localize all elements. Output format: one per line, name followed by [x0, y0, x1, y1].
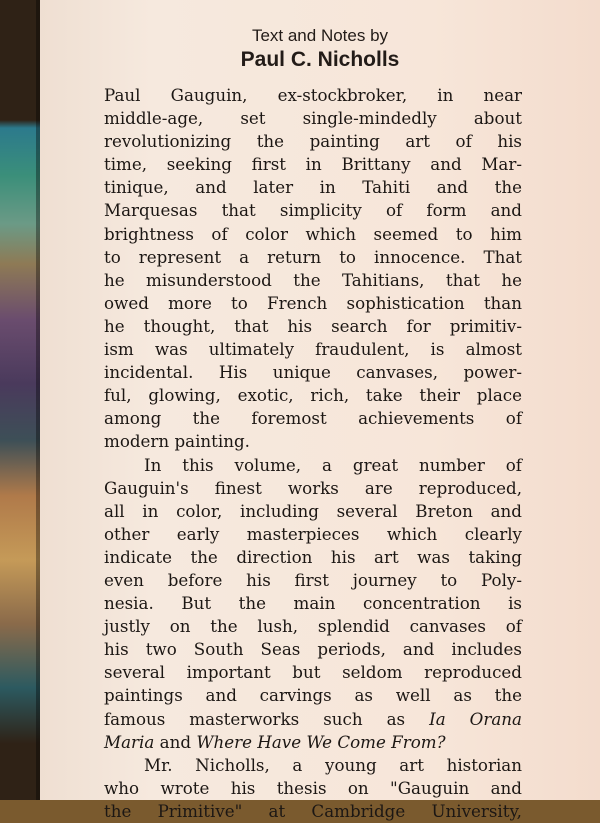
text-line-with-title [104, 731, 522, 754]
text-line: owed more to French sophistication than [104, 292, 522, 313]
text-line: brightness of color which seemed to him [104, 223, 522, 244]
text-line: nesia. But the main concentration is [104, 593, 522, 614]
text-line: Mr. Nicholls, a young art historian [144, 754, 522, 775]
text-line: to represent a return to innocence. That [104, 246, 522, 267]
text-line: even before his first journey to Poly- [104, 569, 522, 590]
text-line: the Primitive" at Cambridge University, [104, 800, 522, 821]
text-line: revolutionizing the painting art of his [104, 131, 522, 152]
text-line: indicate the direction his art was taking [104, 546, 522, 567]
artwork-title: Ia Orana [429, 708, 522, 729]
book-page [40, 0, 600, 821]
credit-subtitle: Text and Notes by [251, 26, 389, 45]
text-line: his two South Seas periods, and includes [104, 639, 522, 660]
artwork-title: Maria [104, 731, 155, 752]
text-line: he misunderstood the Tahitians, that he [104, 269, 522, 290]
text-line: modern painting. [104, 431, 250, 452]
text-line: who wrote his thesis on "Gauguin and [104, 777, 522, 798]
text-line: all in color, including several Breton and [104, 500, 522, 521]
text-line: middle-age, set single-mindedly about [104, 108, 522, 129]
text-line: several important but seldom reproduced [104, 662, 522, 683]
paragraph-1 [104, 84, 522, 454]
text-line: ism was ultimately fraudulent, is almost [104, 339, 522, 360]
text-line: Gauguin's finest works are reproduced, [104, 477, 522, 498]
book-spine-edge [0, 0, 40, 800]
paragraph-3 [104, 754, 522, 823]
text-line: In this volume, a great number of [144, 454, 522, 475]
text-line: among the foremost achievements of [104, 408, 522, 429]
text-line: paintings and carvings as well as the [104, 685, 522, 706]
text-line: tinique, and later in Tahiti and the [104, 177, 522, 198]
text-line: incidental. His unique canvases, power- [104, 362, 522, 383]
text-line: Paul Gauguin, ex-stockbroker, in near [104, 85, 522, 105]
text-line-with-title [104, 708, 522, 731]
text-line: time, seeking first in Brittany and Mar- [104, 154, 522, 175]
text-line: he thought, that his search for primitiv- [104, 315, 522, 336]
author-name: Paul C. Nicholls [240, 48, 400, 71]
text-fragment: famous masterworks such as [104, 708, 406, 729]
text-line: Marquesas that simplicity of form and [104, 200, 522, 221]
text-fragment: and [159, 731, 192, 752]
artwork-title: Where Have We Come From? [196, 731, 446, 752]
text-line: justly on the lush, splendid canvases of [104, 616, 522, 637]
text-line: ful, glowing, exotic, rich, take their place [104, 385, 522, 406]
text-line: other early masterpieces which clearly [104, 523, 522, 544]
paragraph-2 [104, 454, 522, 754]
body-text [104, 84, 522, 823]
